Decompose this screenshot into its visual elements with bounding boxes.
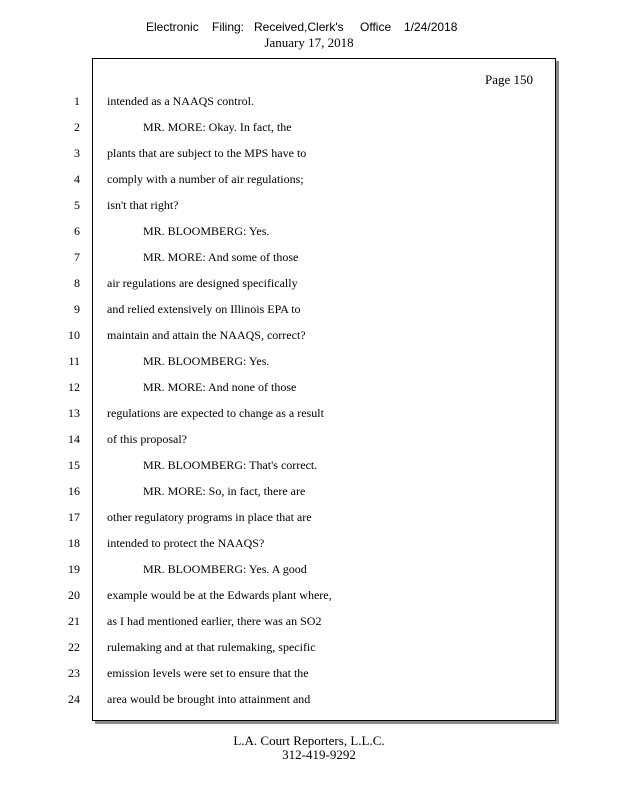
transcript-line: MR. MORE: Okay. In fact, the	[143, 120, 292, 134]
transcript-line: rulemaking and at that rulemaking, specific	[107, 640, 316, 654]
line-number: 12	[68, 380, 80, 394]
transcript-date: January 17, 2018	[264, 35, 354, 50]
line-number: 5	[74, 198, 80, 212]
transcript-line: as I had mentioned earlier, there was an SO2	[107, 614, 322, 628]
transcript-line: MR. BLOOMBERG: Yes.	[143, 354, 270, 368]
line-number: 20	[68, 588, 80, 602]
transcript-line: of this proposal?	[107, 432, 187, 446]
stamp-electronic: Electronic	[146, 20, 199, 34]
transcript-line: example would be at the Edwards plant where,	[107, 588, 332, 602]
line-number: 14	[68, 432, 80, 446]
line-number: 2	[74, 120, 80, 134]
line-number: 9	[74, 302, 80, 316]
stamp-received: Received,Clerk's	[254, 20, 344, 34]
transcript-line: MR. BLOOMBERG: Yes.	[143, 224, 270, 238]
transcript-line: maintain and attain the NAAQS, correct?	[107, 328, 306, 342]
page-number: Page 150	[484, 72, 533, 87]
transcript-line: plants that are subject to the MPS have to	[107, 146, 307, 160]
stamp-filing: Filing:	[212, 20, 245, 34]
transcript-line: comply with a number of air regulations;	[107, 172, 304, 186]
line-number: 1	[74, 94, 80, 108]
reporter-company: L.A. Court Reporters, L.L.C.	[233, 733, 385, 748]
line-number: 15	[68, 458, 80, 472]
transcript-line: intended to protect the NAAQS?	[107, 536, 265, 550]
transcript-line: MR. BLOOMBERG: That's correct.	[143, 458, 318, 472]
line-number: 3	[74, 146, 80, 160]
stamp-date: 1/24/2018	[404, 20, 458, 34]
transcript-line: regulations are expected to change as a result	[107, 406, 324, 420]
transcript-line: other regulatory programs in place that are	[107, 510, 312, 524]
line-number: 19	[68, 562, 80, 576]
transcript-line: and relied extensively on Illinois EPA to	[107, 302, 301, 316]
line-number: 17	[68, 510, 80, 524]
line-number: 18	[68, 536, 80, 550]
line-number: 22	[68, 640, 80, 654]
line-number: 13	[68, 406, 80, 420]
line-number: 23	[68, 666, 80, 680]
line-number: 6	[74, 224, 80, 238]
reporter-phone: 312-419-9292	[282, 747, 356, 762]
transcript-line: emission levels were set to ensure that the	[107, 666, 309, 680]
stamp-office: Office	[360, 20, 392, 34]
line-number: 16	[68, 484, 80, 498]
line-number: 10	[68, 328, 80, 342]
line-number: 4	[74, 172, 80, 186]
line-number: 7	[74, 250, 80, 264]
transcript-line: MR. MORE: And some of those	[143, 250, 299, 264]
transcript-line: MR. MORE: So, in fact, there are	[143, 484, 306, 498]
line-number: 8	[74, 276, 80, 290]
line-number: 24	[68, 692, 80, 706]
transcript-line: intended as a NAAQS control.	[107, 94, 254, 108]
transcript-line: MR. BLOOMBERG: Yes. A good	[143, 562, 307, 576]
transcript-line: MR. MORE: And none of those	[143, 380, 297, 394]
transcript-line: air regulations are designed specifically	[107, 276, 298, 290]
transcript-line: area would be brought into attainment and	[107, 692, 311, 706]
line-number: 21	[68, 614, 80, 628]
line-number: 11	[68, 354, 80, 368]
transcript-line: isn't that right?	[107, 198, 179, 212]
